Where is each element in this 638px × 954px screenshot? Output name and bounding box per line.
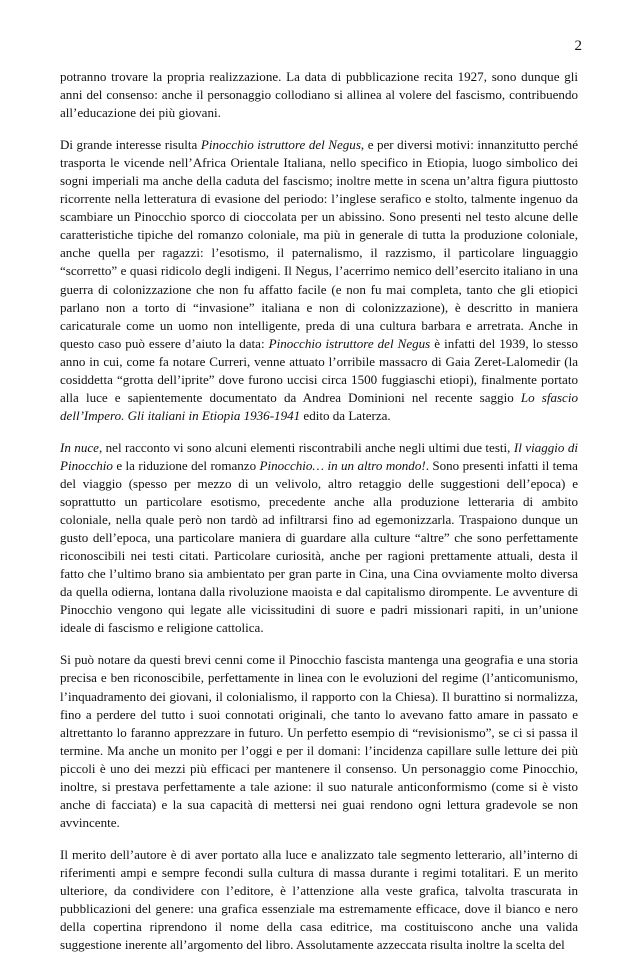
text-run: edito da Laterza. <box>300 407 391 423</box>
paragraph <box>60 846 578 954</box>
text-run: , e per diversi motivi: innanzitutto perché trasporta le vicende nell’Africa Orientale Italiana, nello specifico in Etiopia, luogo simbolico dei sogni imperiali ma anche della caduta del fascismo; inoltre mette in scena un’altra figura piuttosto ricorrente nella letteratura di evasione del periodo: l’inglese serafico e stolto, talmente ingenuo da scambiare un Pinocchio sporco di cioccolata per un abissino. Sono presenti nel testo alcune delle caratteristiche tipiche del romanzo coloniale, ma più in generale di tutta la produzione coloniale, anche quella per ragazzi: l’esotismo, il paternalismo, il razzismo, il particolare linguaggio “scorretto” e quasi ridicolo degli indigeni. Il Negus, l’acerrimo nemico dell’esercito italiano in una guerra di colonizzazione che non fu affatto facile (e non fu mai completa, tanto che gli etiopici parlano non a torto di “invasione” italiana e non di colonizzazione), è descritto in maniera caricaturale come un uomo non intelligente, preda di una cultura barbara e arretrata. Anche in questo caso può essere d’aiuto la data: <box>60 137 578 351</box>
text-run: e la riduzione del romanzo <box>112 457 260 473</box>
italic-title-run: Il viaggio di Pinocchio <box>60 439 578 473</box>
body-text <box>60 68 578 954</box>
page-number: 2 <box>574 38 582 54</box>
text-run: , nel racconto vi sono alcuni elementi riscontrabili anche negli ultimi due testi, <box>98 439 514 455</box>
italic-title-run: In nuce <box>60 439 99 455</box>
text-run: . Sono presenti infatti il tema del viaggio (spesso per mezzo di un velivolo, altro retaggio delle suggestioni dell’epoca) e soprattutto un particolare esotismo, precedente anche alla produzione letteraria di ambito coloniale, nella quale però non tardò ad infiltrarsi fino ad egemonizzarla. Traspaiono dunque un gusto dell’epoca, una particolare maniera di guardare alla culture “altre” che sono perfettamente riconoscibili nei testi citati. Particolare curiosità, anche per ragioni prettamente attuali, desta il fatto che l’ultimo brano sia ambientato per gran parte in Cina, una Cina ovviamente molto diversa da quella odierna, lontana dalla rivoluzione maoista e dal capitalismo dirompente. Le avventure di Pinocchio vengono qui legate alle vicissitudini di suore e padri missionari rapiti, in un’unione ideale di fascismo e religione cattolica. <box>60 457 578 636</box>
text-run: è infatti del 1939, lo stesso anno in cui, come fa notare Curreri, venne attuato l’orribile massacro di Gaia Zeret-Lalomedir (la cosiddetta “grotta dell’iprite” dove furono uccisi circa 1500 fuggiaschi etiopi), finalmente portato alla luce e sapientemente documentato da Andrea Dominioni nel recente saggio <box>60 335 578 405</box>
text-run: Il merito dell’autore è di aver portato alla luce e analizzato tale segmento letterario, all’interno di riferimenti ampi e sempre fecondi sulla cultura di massa durante i regimi totalitari. E un merito ulteriore, da condividere con l’editore, è l’attenzione alla veste grafica, talvolta trascurata in pubblicazioni del genere: una grafica essenziale ma estremamente efficace, dove il bianco e nero della copertina riprendono il nome della casa editrice, ma costituiscono anche una valida suggestione inerente all’argomento del libro. Assolutamente azzeccata risulta inoltre la scelta del <box>60 846 578 953</box>
italic-title-run: Pinocchio istruttore del Negus <box>200 137 361 153</box>
paragraph <box>60 651 578 831</box>
italic-title-run: Pinocchio istruttore del Negus <box>268 335 431 351</box>
text-run: Si può notare da questi brevi cenni come il Pinocchio fascista mantenga una geografia e una storia precisa e ben riconoscibile, perfettamente in linea con le evoluzioni del regime (l’anticomunismo, l’inquadramento dei giovani, il colonialismo, il rapporto con la Chiesa). Il burattino si normalizza, fino a perdere del tutto i suoi connotati originali, che tanto lo avevano fatto amare in passato e altrettanto lo faranno apprezzare in futuro. Un perfetto esempio di “revisionismo”, se ci si passa il termine. Ma anche un monito per l’oggi e per il domani: l’incidenza capillare sulle letture dei più piccoli è uno dei mezzi più efficaci per mantenere il consenso. Un personaggio come Pinocchio, inoltre, si prestava perfettamente a tale azione: il suo naturale anticonformismo (come si è visto anche di facciata) e la sua capacità di mettersi nei guai rendono ogni lettura gradevole se non avvincente. <box>60 652 578 830</box>
italic-title-run: Pinocchio… in un altro mondo! <box>259 457 426 473</box>
paragraph <box>60 68 578 122</box>
paragraph <box>60 439 578 638</box>
text-run: potranno trovare la propria realizzazione. La data di pubblicazione recita 1927, sono dunque gli anni del consenso: anche il personaggio collodiano si allinea al volere del fascismo, contribuendo all’educazione dei più giovani. <box>60 69 578 121</box>
paragraph <box>60 136 578 425</box>
italic-title-run: Lo sfascio dell’Impero. Gli italiani in Etiopia 1936-1941 <box>60 389 578 423</box>
text-run: Di grande interesse risulta <box>60 137 201 153</box>
